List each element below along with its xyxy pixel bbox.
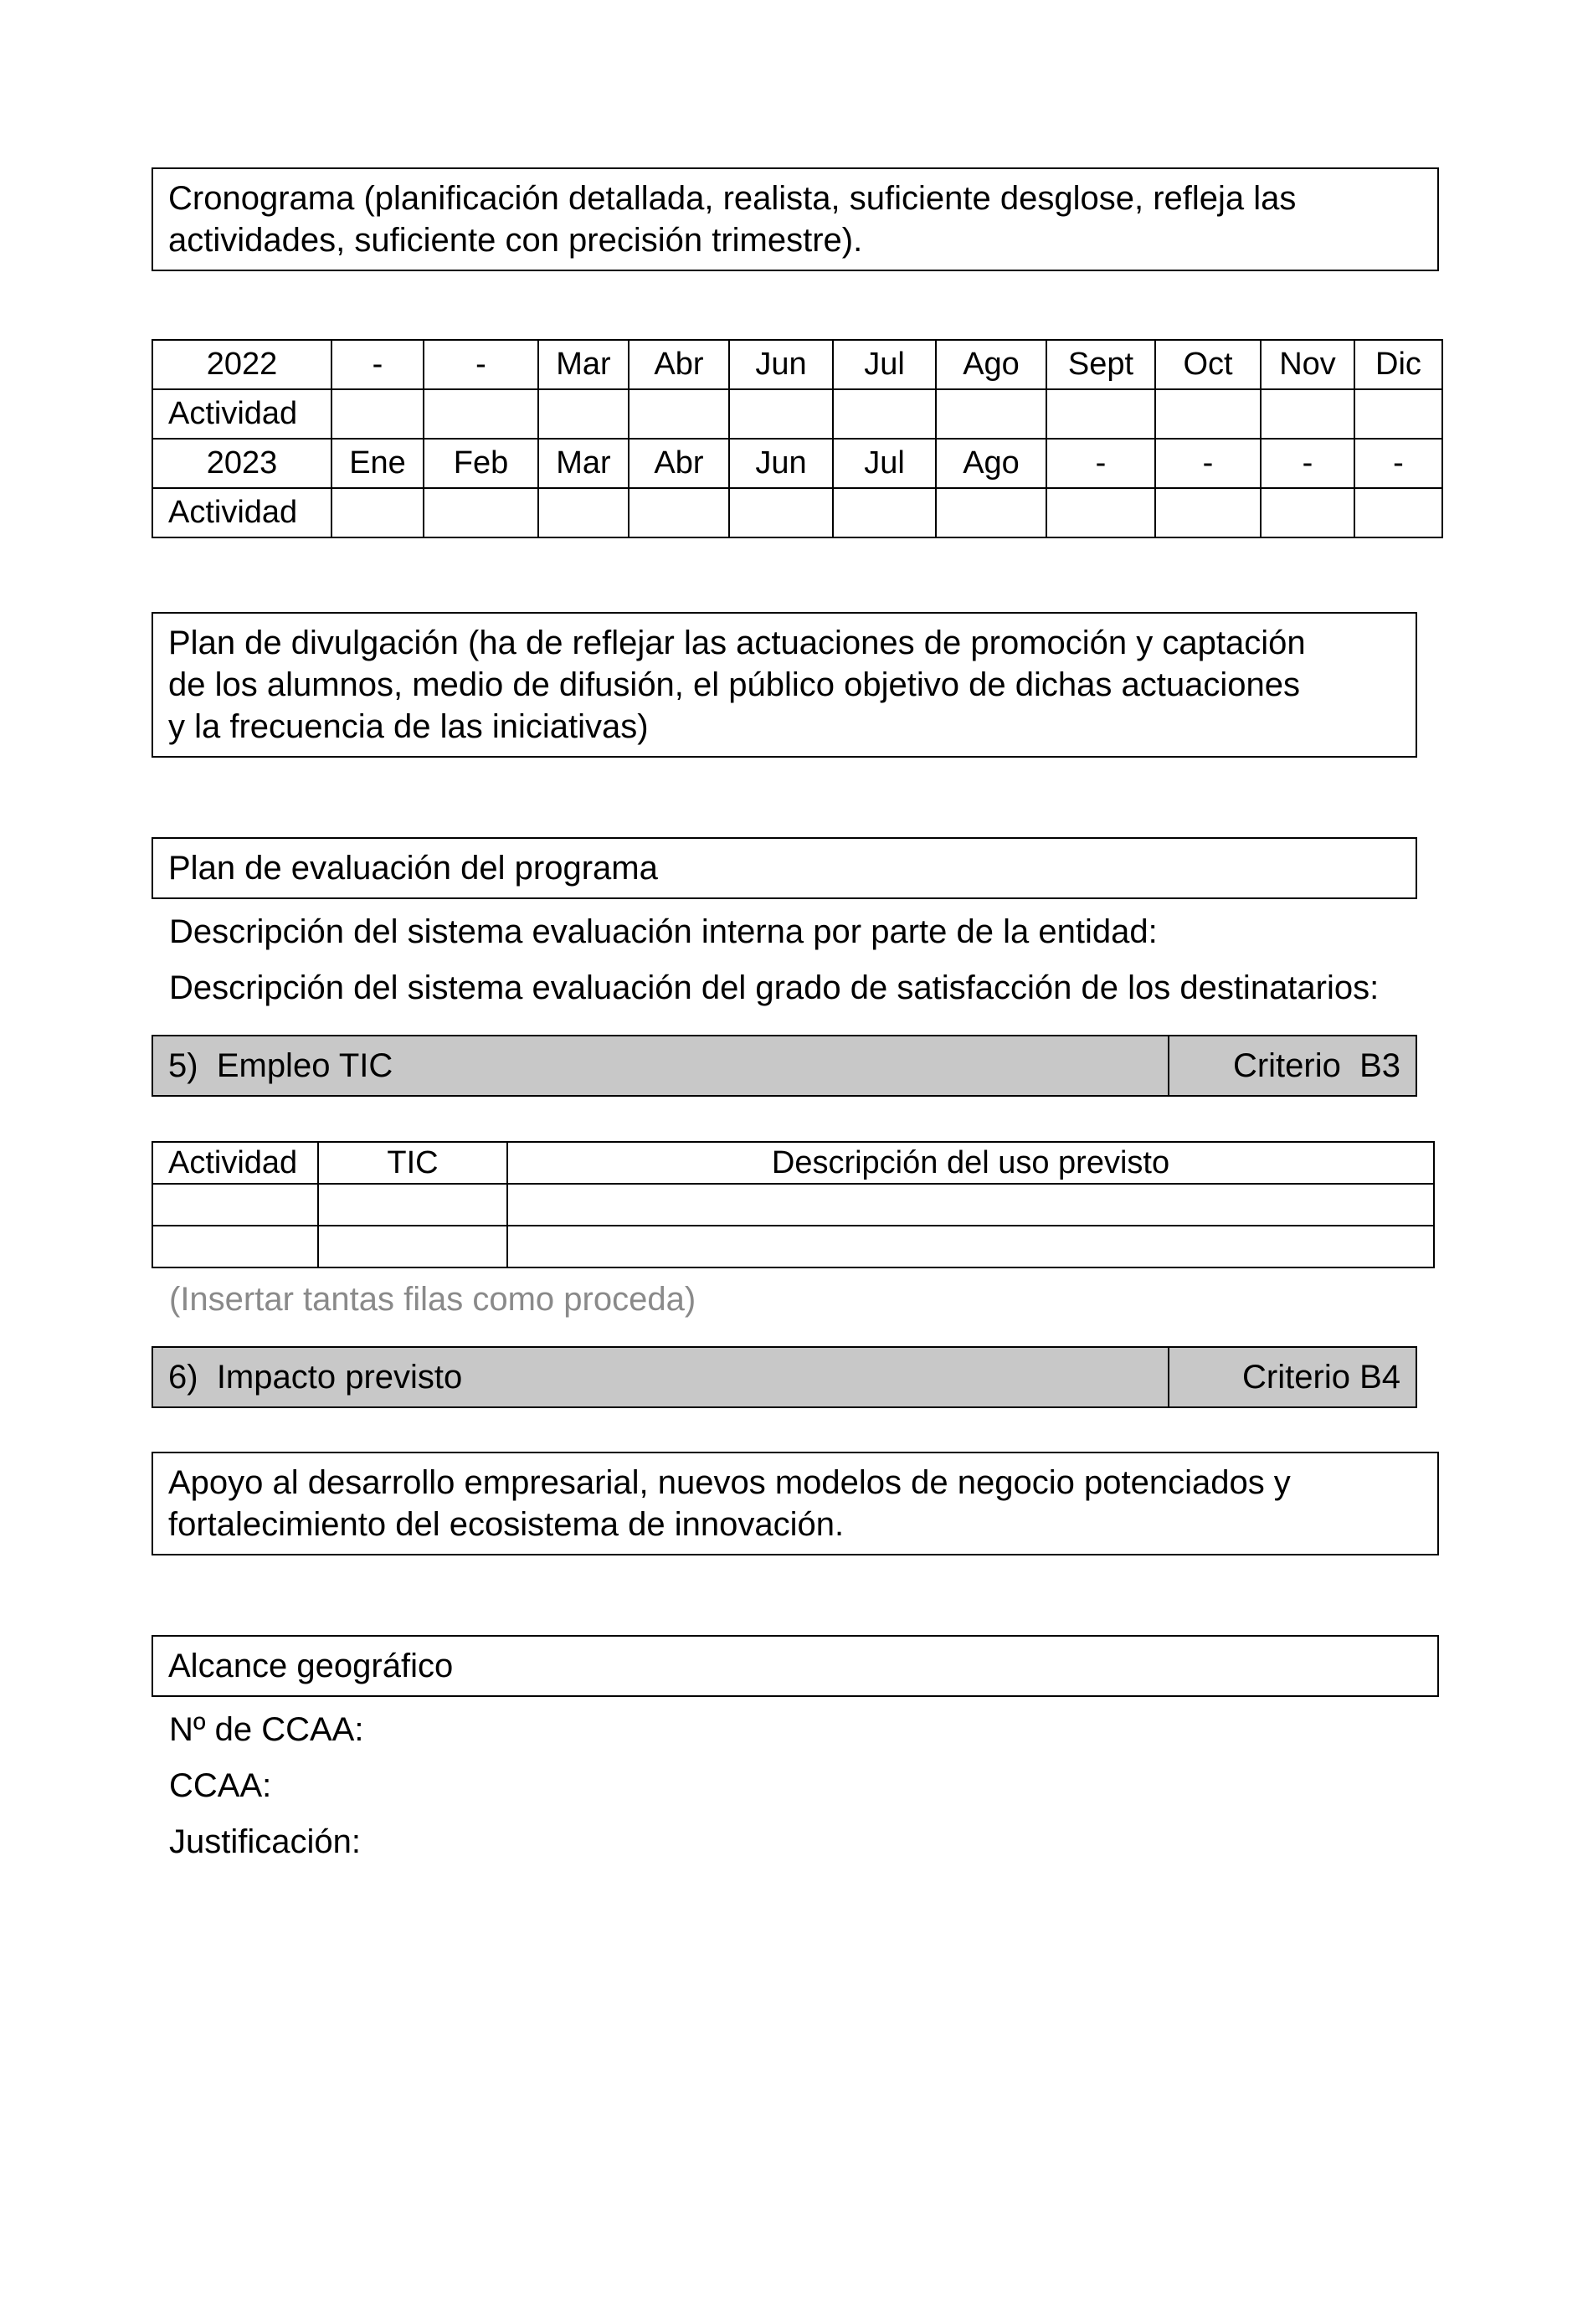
cronograma-cell: Ene bbox=[331, 439, 424, 488]
section-6-label bbox=[153, 1348, 1168, 1406]
cronograma-cell bbox=[729, 488, 833, 537]
evaluacion-line-2: Descripción del sistema evaluación del grado de satisfacción de los destinatarios: bbox=[169, 969, 1380, 1006]
cronograma-cell bbox=[331, 389, 424, 439]
cronograma-row bbox=[152, 389, 1442, 439]
section-5-label bbox=[153, 1036, 1168, 1095]
apoyo-box bbox=[152, 1452, 1439, 1555]
cronograma-row-label: Actividad bbox=[152, 389, 331, 439]
tic-row bbox=[152, 1184, 1434, 1226]
cronograma-line-2: actividades, suficiente con precisión trimestre). bbox=[168, 222, 863, 259]
tic-cell bbox=[507, 1184, 1434, 1226]
apoyo-line-1: Apoyo al desarrollo empresarial, nuevos modelos de negocio potenciados y bbox=[168, 1464, 1291, 1501]
cronograma-row-label: 2023 bbox=[152, 439, 331, 488]
cronograma-cell: Abr bbox=[629, 340, 729, 389]
tic-header-cell: Descripción del uso previsto bbox=[507, 1142, 1434, 1184]
cronograma-cell bbox=[1046, 488, 1155, 537]
tic-cell bbox=[152, 1226, 318, 1267]
alcance-title: Alcance geográfico bbox=[168, 1648, 454, 1684]
cronograma-cell bbox=[1354, 389, 1442, 439]
tic-cell bbox=[318, 1226, 507, 1267]
cronograma-cell bbox=[629, 488, 729, 537]
section-6-header bbox=[152, 1346, 1417, 1408]
cronograma-cell bbox=[833, 389, 936, 439]
cronograma-cell: Jul bbox=[833, 439, 936, 488]
divulgacion-line-1: Plan de divulgación (ha de reflejar las actuaciones de promoción y captación bbox=[168, 625, 1306, 661]
cronograma-cell: Mar bbox=[538, 340, 629, 389]
cronograma-cell: - bbox=[424, 340, 538, 389]
cronograma-cell bbox=[729, 389, 833, 439]
cronograma-cell bbox=[538, 488, 629, 537]
cronograma-cell bbox=[936, 488, 1046, 537]
cronograma-cell: Jul bbox=[833, 340, 936, 389]
section-5-header bbox=[152, 1035, 1417, 1097]
tic-header-cell: Actividad bbox=[152, 1142, 318, 1184]
tic-cell bbox=[318, 1184, 507, 1226]
section-6-criterio: Criterio B4 bbox=[1168, 1348, 1416, 1406]
cronograma-cell bbox=[424, 488, 538, 537]
cronograma-row bbox=[152, 439, 1442, 488]
cronograma-cell: - bbox=[1261, 439, 1354, 488]
tic-header-row bbox=[152, 1142, 1434, 1184]
tic-header-cell: TIC bbox=[318, 1142, 507, 1184]
section-5-title: Empleo TIC bbox=[216, 1046, 393, 1084]
cronograma-cell: - bbox=[1155, 439, 1261, 488]
section-6-number: 6) bbox=[168, 1358, 198, 1396]
cronograma-table bbox=[152, 339, 1443, 538]
cronograma-cell bbox=[1261, 389, 1354, 439]
divulgacion-line-2: de los alumnos, medio de difusión, el público objetivo de dichas actuaciones bbox=[168, 666, 1300, 703]
tic-note: (Insertar tantas filas como proceda) bbox=[169, 1281, 696, 1318]
cronograma-row bbox=[152, 340, 1442, 389]
section-6-title: Impacto previsto bbox=[216, 1358, 463, 1396]
cronograma-cell bbox=[538, 389, 629, 439]
evaluacion-line-1: Descripción del sistema evaluación interna por parte de la entidad: bbox=[169, 913, 1158, 950]
alcance-ccaa: CCAA: bbox=[169, 1767, 272, 1804]
cronograma-cell: Ago bbox=[936, 340, 1046, 389]
evaluacion-title-box bbox=[152, 837, 1417, 899]
divulgacion-line-3: y la frecuencia de las iniciativas) bbox=[168, 708, 649, 745]
cronograma-cell: Mar bbox=[538, 439, 629, 488]
section-5-criterio: Criterio B3 bbox=[1168, 1036, 1416, 1095]
cronograma-cell bbox=[1261, 488, 1354, 537]
cronograma-cell bbox=[1354, 488, 1442, 537]
cronograma-cell bbox=[936, 389, 1046, 439]
cronograma-cell: Ago bbox=[936, 439, 1046, 488]
cronograma-cell: Oct bbox=[1155, 340, 1261, 389]
cronograma-cell: Nov bbox=[1261, 340, 1354, 389]
section-5-number: 5) bbox=[168, 1046, 198, 1084]
tic-cell bbox=[507, 1226, 1434, 1267]
alcance-n-ccaa: Nº de CCAA: bbox=[169, 1711, 364, 1748]
tic-row bbox=[152, 1226, 1434, 1267]
cronograma-box bbox=[152, 167, 1439, 271]
cronograma-cell: Jun bbox=[729, 439, 833, 488]
cronograma-cell bbox=[1155, 488, 1261, 537]
cronograma-cell: - bbox=[1354, 439, 1442, 488]
cronograma-row-label: Actividad bbox=[152, 488, 331, 537]
cronograma-cell bbox=[1155, 389, 1261, 439]
divulgacion-box bbox=[152, 612, 1417, 758]
tic-cell bbox=[152, 1184, 318, 1226]
cronograma-row-label: 2022 bbox=[152, 340, 331, 389]
cronograma-cell: - bbox=[1046, 439, 1155, 488]
cronograma-row bbox=[152, 488, 1442, 537]
apoyo-line-2: fortalecimiento del ecosistema de innovación. bbox=[168, 1506, 845, 1543]
cronograma-line-1: Cronograma (planificación detallada, realista, suficiente desglose, refleja las bbox=[168, 180, 1297, 217]
cronograma-cell bbox=[331, 488, 424, 537]
cronograma-cell bbox=[629, 389, 729, 439]
cronograma-cell: Jun bbox=[729, 340, 833, 389]
cronograma-cell: Feb bbox=[424, 439, 538, 488]
cronograma-cell bbox=[1046, 389, 1155, 439]
cronograma-cell: Dic bbox=[1354, 340, 1442, 389]
alcance-justificacion: Justificación: bbox=[169, 1823, 361, 1860]
tic-table bbox=[152, 1141, 1435, 1268]
cronograma-cell: Abr bbox=[629, 439, 729, 488]
alcance-title-box bbox=[152, 1635, 1439, 1697]
evaluacion-title: Plan de evaluación del programa bbox=[168, 850, 658, 887]
cronograma-cell: Sept bbox=[1046, 340, 1155, 389]
cronograma-cell bbox=[833, 488, 936, 537]
cronograma-cell bbox=[424, 389, 538, 439]
cronograma-cell: - bbox=[331, 340, 424, 389]
